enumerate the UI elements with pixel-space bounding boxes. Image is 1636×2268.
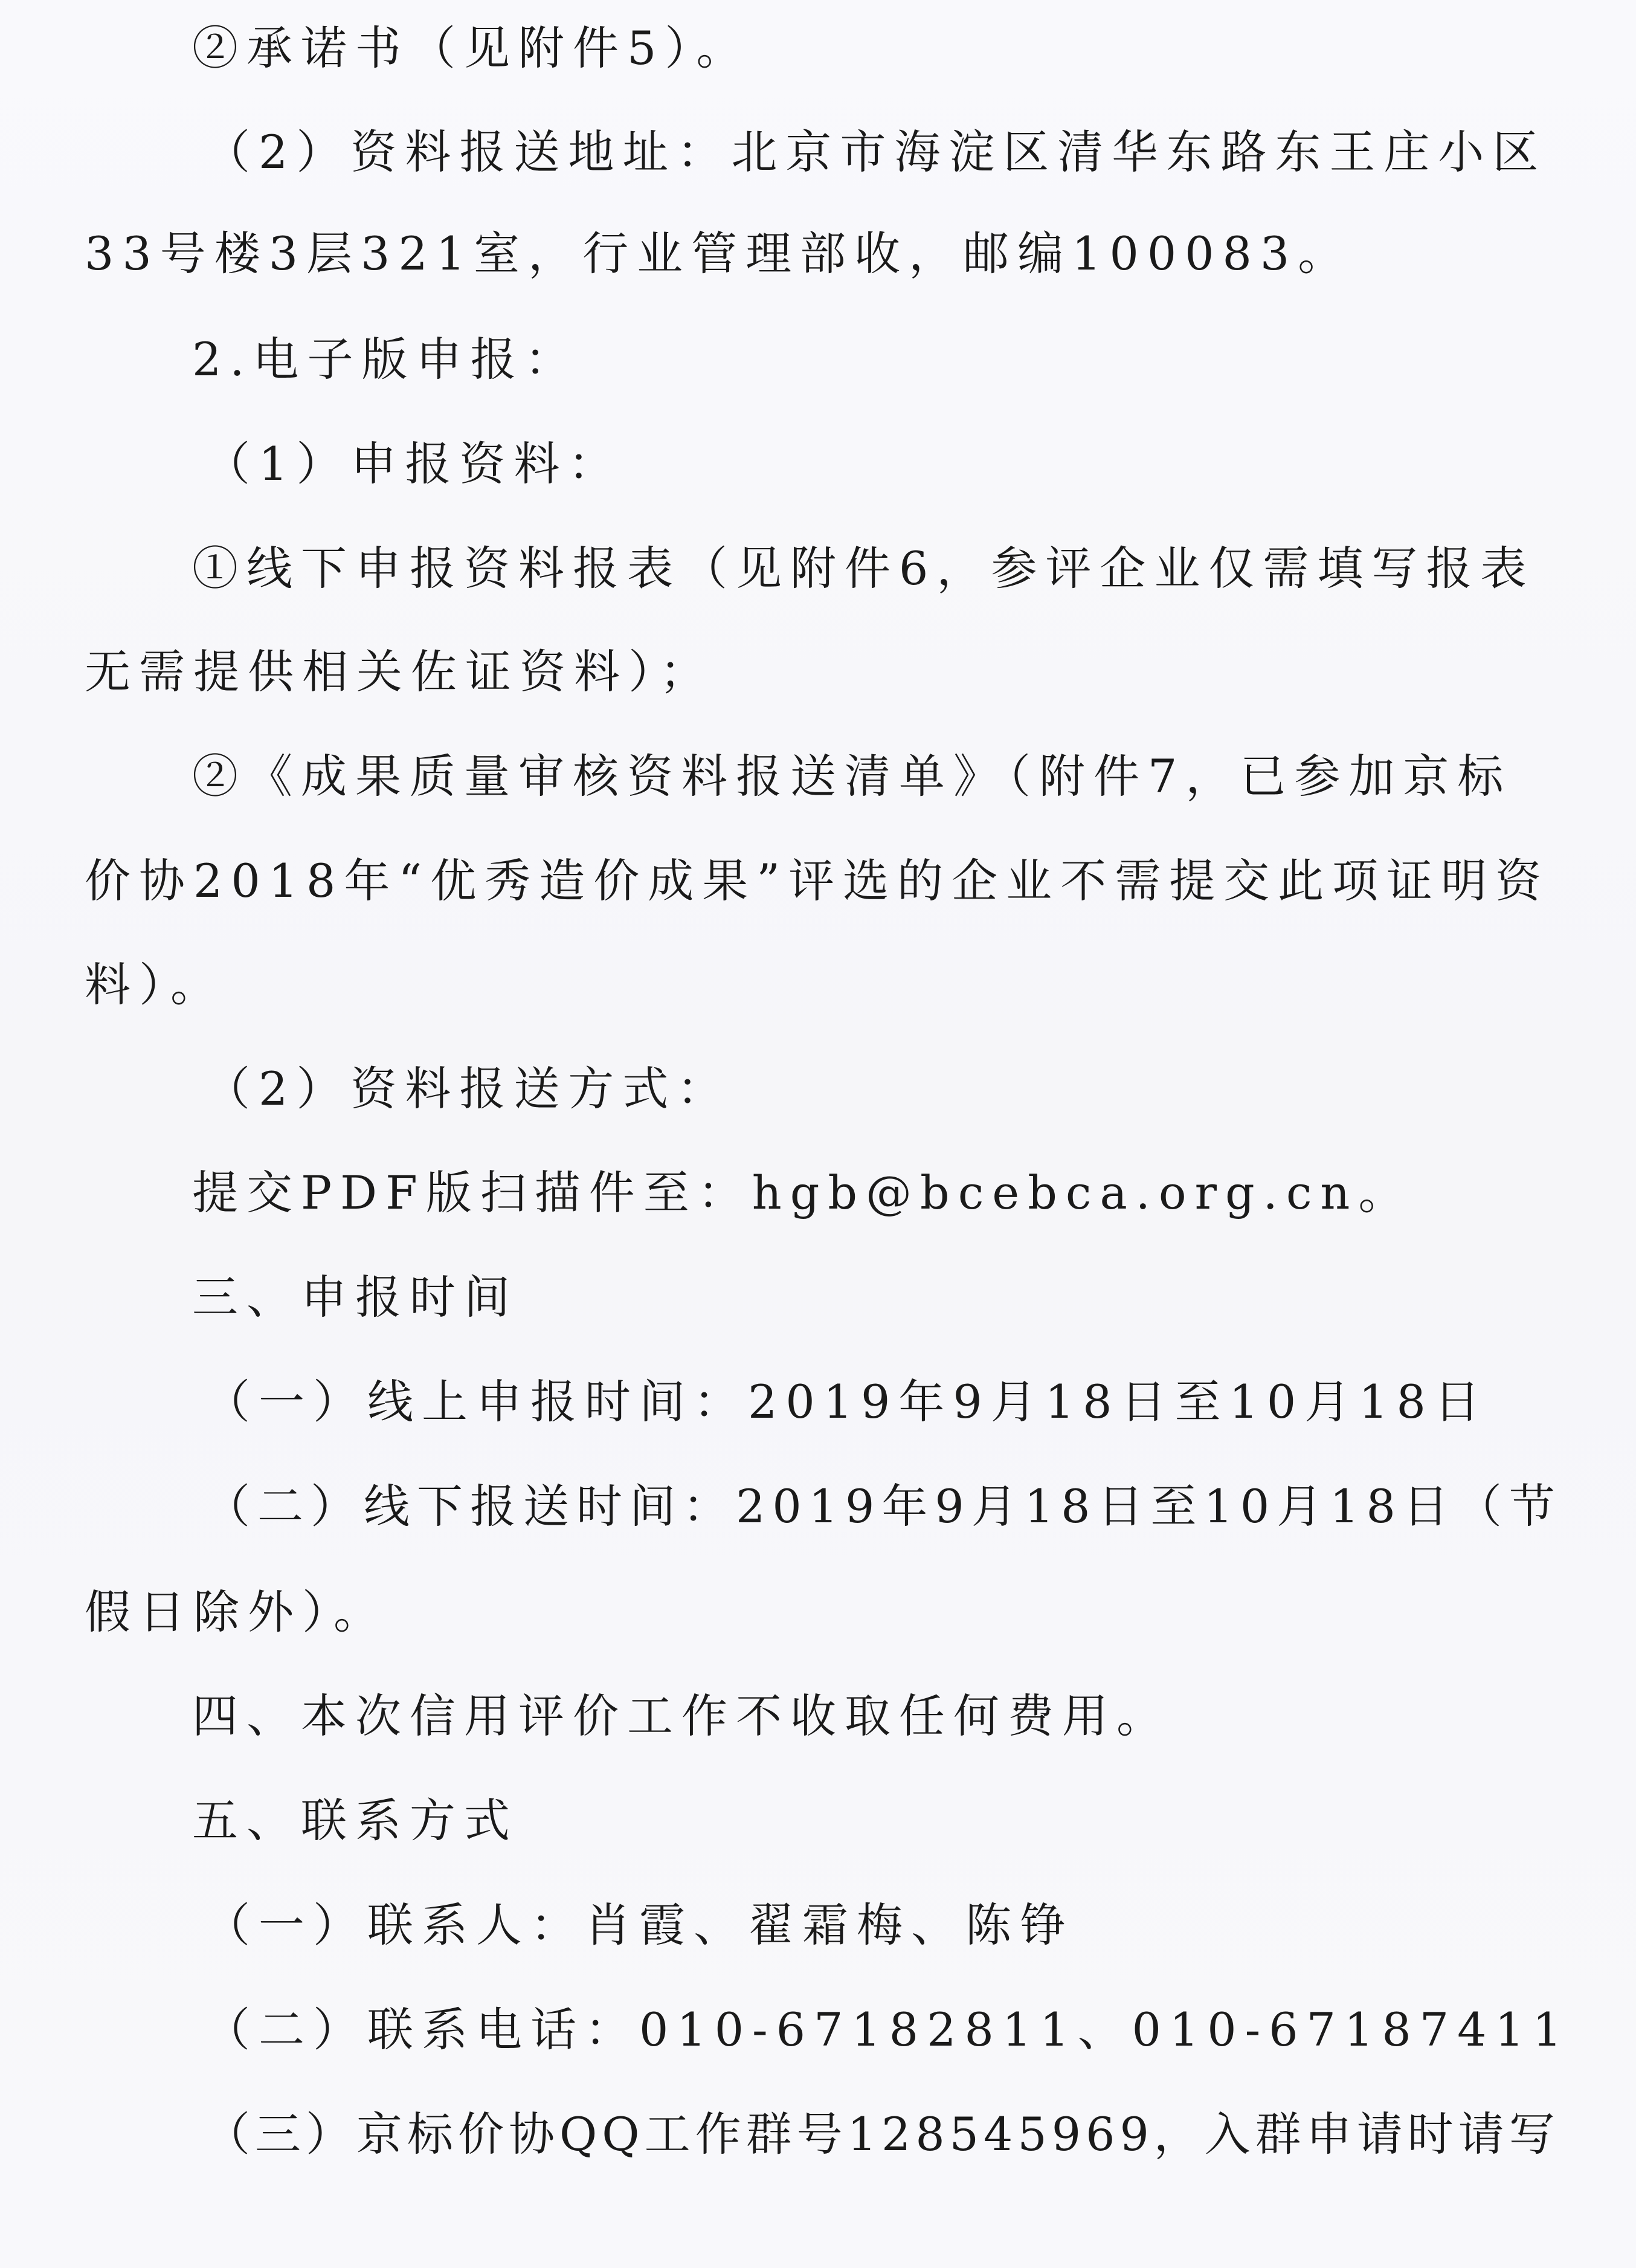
- text-line: ②承诺书（见附件5）。: [192, 21, 751, 75]
- text-line: 五、联系方式: [192, 1794, 518, 1847]
- text-line: ②《成果质量审核资料报送清单》（附件7，已参加京标: [192, 749, 1512, 803]
- text-line: （2）资料报送方式：: [204, 1062, 732, 1116]
- text-line: 料）。: [85, 958, 225, 1012]
- text-line: （2）资料报送地址：北京市海淀区清华东路东王庄小区: [204, 125, 1547, 179]
- text-line: 假日除外）。: [85, 1585, 388, 1639]
- text-line: （一）联系人：肖霞、翟霜梅、陈铮: [204, 1898, 1074, 1952]
- text-line: 无需提供相关佐证资料）；: [85, 645, 714, 699]
- text-line: （三）京标价协QQ工作群号128545969，入群申请时请写: [204, 2107, 1560, 2161]
- text-line: 2.电子版申报：: [192, 332, 579, 386]
- text-line: 四、本次信用评价工作不收取任何费用。: [192, 1689, 1171, 1743]
- text-line: 三、申报时间: [192, 1270, 518, 1324]
- text-line: （1）申报资料：: [204, 437, 623, 491]
- text-line: （二）线下报送时间：2019年9月18日至10月18日（节: [204, 1479, 1562, 1533]
- text-line: 提交PDF版扫描件至：hgb@bcebca.org.cn。: [192, 1166, 1413, 1220]
- text-line: 33号楼3层321室，行业管理部收，邮编100083。: [85, 227, 1353, 280]
- text-line: （二）联系电话：010-67182811、010-67187411: [204, 2003, 1571, 2056]
- text-line: （一）线上申报时间：2019年9月18日至10月18日: [204, 1375, 1489, 1429]
- text-line: 价协2018年“优秀造价成果”评选的企业不需提交此项证明资: [85, 854, 1550, 908]
- text-line: ①线下申报资料报表（见附件6，参评企业仅需填写报表: [192, 541, 1535, 595]
